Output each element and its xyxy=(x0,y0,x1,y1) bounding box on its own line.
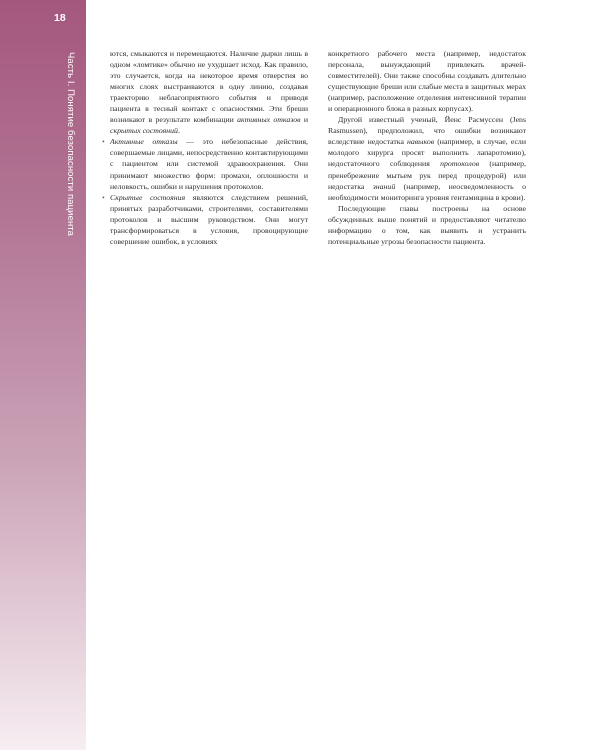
bullet-term: Скрытые состояния xyxy=(110,192,186,202)
paragraph-text: ются, смыкаются и перемещаются. Наличие дырки лишь в одном «ломтике» обычно не ухудшает исход. Как правило, это случается, когда на некоторое время отверстия во многих слоях выстраиваются в одну линию, создавая траекторию неблагоприятного события и приводя пациента в тесный контакт с опасностями. Эти бреши возникают в результате комбинации xyxy=(110,49,308,125)
bullet-term: Активные отказы xyxy=(110,137,178,147)
term-knowledge: знаний xyxy=(372,181,396,191)
bullet-paragraph xyxy=(110,136,308,191)
chapter-sidebar xyxy=(0,0,86,750)
bullet-list xyxy=(102,136,309,246)
bullet-paragraph xyxy=(110,192,308,247)
chapter-title: Часть I. Понятие безопасности пациента xyxy=(65,52,76,237)
paragraph xyxy=(328,114,526,202)
left-column xyxy=(102,48,309,328)
term-latent-conditions: скрытых состояний xyxy=(110,126,178,136)
bullet-text: — это небезопасные действия, совершаемые лицами, непосредственно контактирующими с пациентом или системой здравоохранения. Они принимают множество форм: промахи, оплошности и неловкость, ошибки и нарушения протоколов. xyxy=(110,137,309,191)
sentence-end: . xyxy=(177,126,180,136)
list-item xyxy=(102,136,309,191)
bullet-dot-icon: • xyxy=(102,137,105,147)
paragraph: Последующие главы построены на основе обсужденных выше понятий и предоставляют читателю информацию о том, как выявить и устранить потенциальные угрозы безопасности пациента. xyxy=(328,203,526,246)
paragraph-text: Другой известный ученый, Йенс Расмуссен (Jens Rasmussen), предположил, что ошибки возникают вследствие недостатка xyxy=(328,115,526,147)
paragraph-text: (например, пренебрежение мытьем рук перед процедурой) или недостатка xyxy=(328,159,527,191)
page-number: 18 xyxy=(54,12,66,24)
page-content xyxy=(102,48,527,328)
bullet-text: являются следствием решений, принятых разработчиками, строителями, составителями протоколов и высшим руководством. Они могут трансформироваться в условия, провоцирующие совершение ошибок, в условиях xyxy=(110,192,308,246)
paragraph: конкретного рабочего места (например, недостаток персонала, вынуждающий привлекать врачей-совместителей). Они также способны создавать длительно существующие бреши или слабые места в защитных мерах (например, расположение отделения интенсивной терапии и операционного блока в разных корпусах). xyxy=(328,49,526,114)
term-skills: навыков xyxy=(407,137,435,147)
term-protocols: протоколов xyxy=(440,159,480,169)
paragraph-text: (например, неосведомленность о необходимости мониторинга уровня гентамицина в крови). xyxy=(328,181,526,202)
list-item xyxy=(102,192,308,247)
bullet-dot-icon: • xyxy=(102,192,105,202)
term-active-failures: активных отказов xyxy=(237,115,301,125)
paragraph xyxy=(110,48,308,136)
paragraph-text: (например, в случае, если молодого хирурга просят выполнить лапаротомию), недостаточного соблюдения xyxy=(328,137,526,169)
right-column xyxy=(328,48,526,328)
conjunction: и xyxy=(303,115,308,125)
